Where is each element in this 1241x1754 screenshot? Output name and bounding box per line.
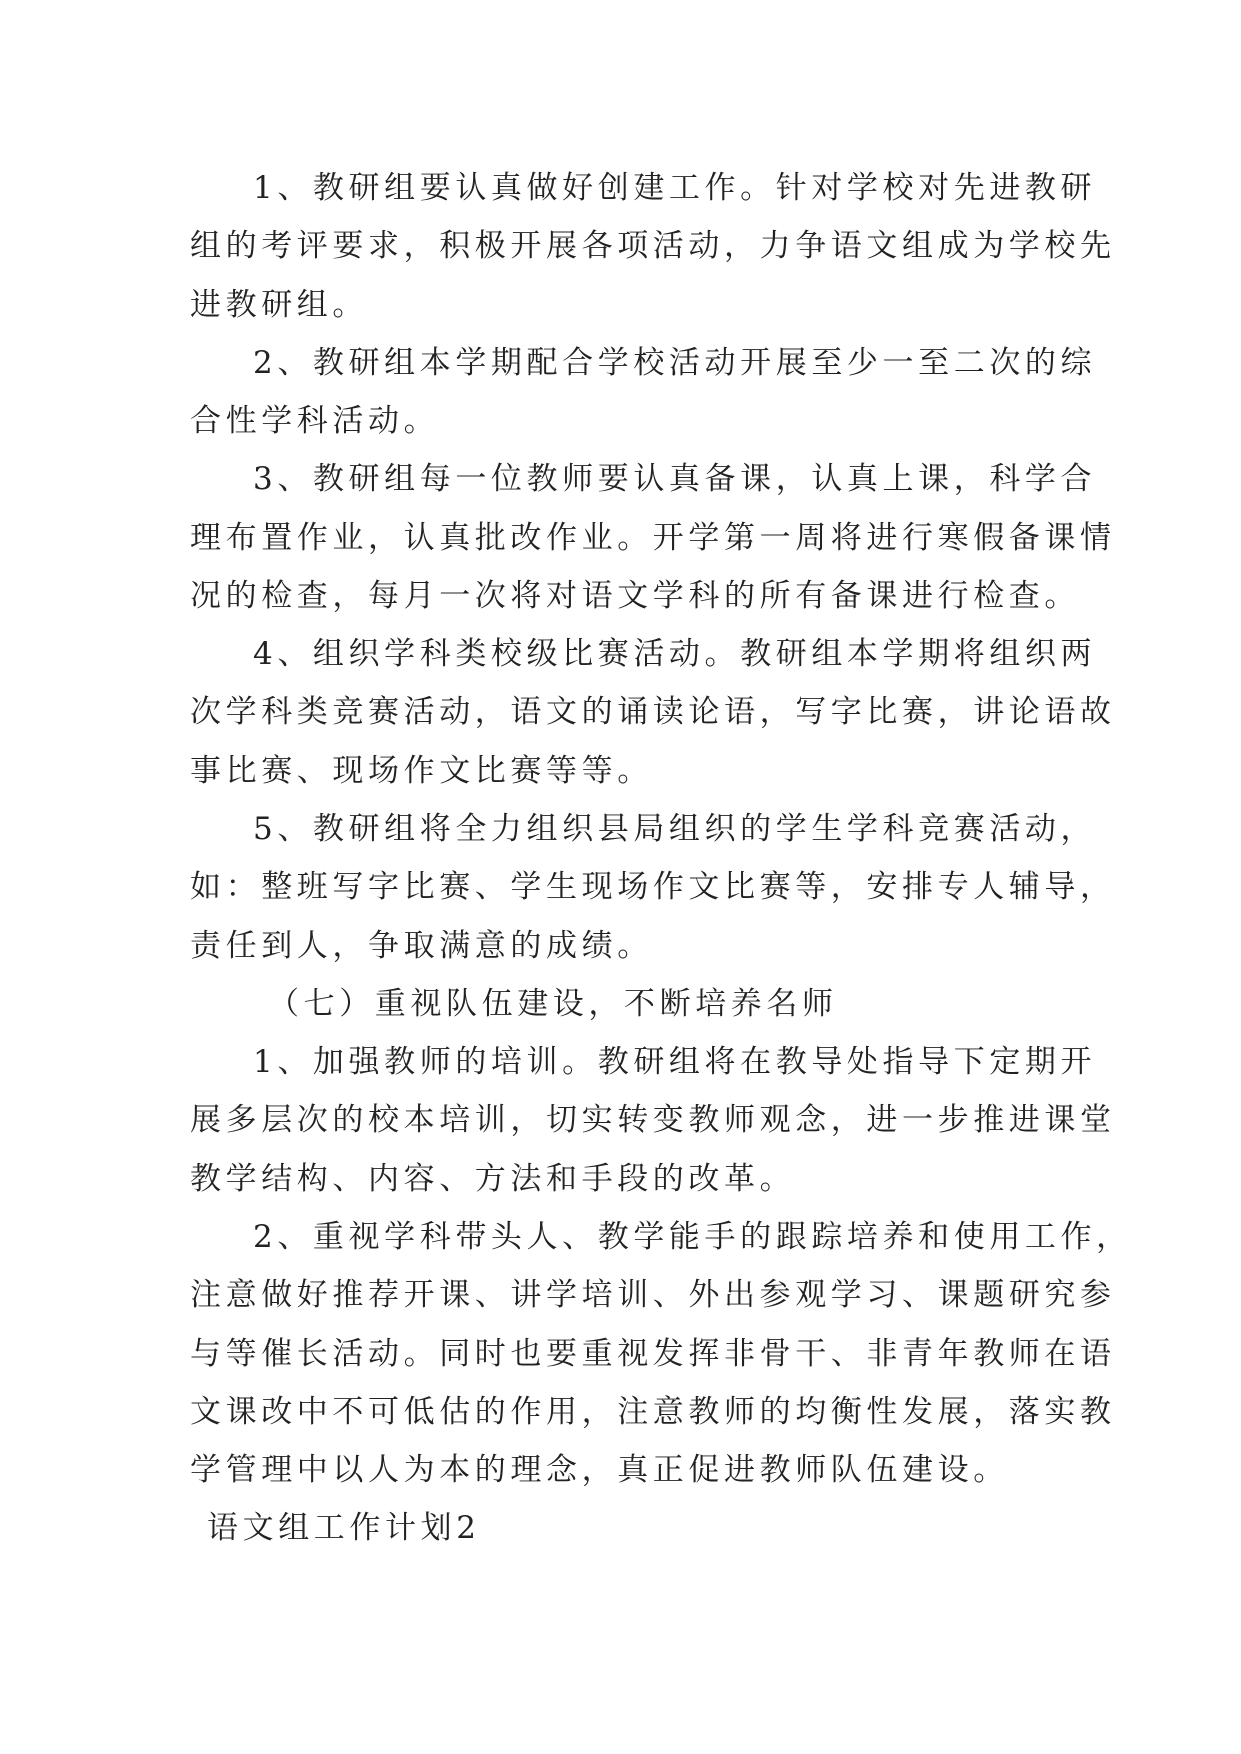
- paragraph-2-line-2: 合性学科活动。: [190, 403, 440, 439]
- paragraph-6-line-1: 1、加强教师的培训。教研组将在教导处指导下定期开: [253, 1044, 1097, 1080]
- section-heading: （七）重视队伍建设，不断培养名师: [268, 986, 838, 1022]
- paragraph-4-line-1: 4、组织学科类校级比赛活动。教研组本学期将组织两: [253, 636, 1097, 672]
- paragraph-7-line-1: 2、重视学科带头人、教学能手的跟踪培养和使用工作，: [253, 1219, 1132, 1255]
- paragraph-4-line-3: 事比赛、现场作文比赛等等。: [190, 753, 653, 789]
- paragraph-3-line-2: 理布置作业，认真批改作业。开学第一周将进行寒假备课情: [190, 520, 1116, 556]
- paragraph-7-line-3: 与等催长活动。同时也要重视发挥非骨干、非青年教师在语: [190, 1336, 1116, 1372]
- paragraph-5-line-2: 如：整班写字比赛、学生现场作文比赛等，安排专人辅导，: [190, 869, 1116, 905]
- next-document-title: 语文组工作计划2: [207, 1510, 481, 1546]
- paragraph-1-line-1: 1、教研组要认真做好创建工作。针对学校对先进教研: [253, 170, 1097, 206]
- paragraph-5-line-3: 责任到人，争取满意的成绩。: [190, 928, 653, 964]
- paragraph-2-line-1: 2、教研组本学期配合学校活动开展至少一至二次的综: [253, 345, 1097, 381]
- paragraph-6-line-3: 教学结构、内容、方法和手段的改革。: [190, 1161, 796, 1197]
- paragraph-6-line-2: 展多层次的校本培训，切实转变教师观念，进一步推进课堂: [190, 1102, 1116, 1138]
- paragraph-5-line-1: 5、教研组将全力组织县局组织的学生学科竞赛活动，: [253, 811, 1097, 847]
- paragraph-3-line-3: 况的检查，每月一次将对语文学科的所有备课进行检查。: [190, 578, 1080, 614]
- paragraph-1-line-2: 组的考评要求，积极开展各项活动，力争语文组成为学校先: [190, 228, 1116, 264]
- paragraph-7-line-5: 学管理中以人为本的理念，真正促进教师队伍建设。: [190, 1452, 1009, 1488]
- paragraph-7-line-2: 注意做好推荐开课、讲学培训、外出参观学习、课题研究参: [190, 1277, 1116, 1313]
- paragraph-4-line-2: 次学科类竞赛活动，语文的诵读论语，写字比赛，讲论语故: [190, 694, 1116, 730]
- paragraph-3-line-1: 3、教研组每一位教师要认真备课，认真上课，科学合: [253, 461, 1097, 497]
- paragraph-1-line-3: 进教研组。: [190, 287, 368, 323]
- paragraph-7-line-4: 文课改中不可低估的作用，注意教师的均衡性发展，落实教: [190, 1394, 1116, 1430]
